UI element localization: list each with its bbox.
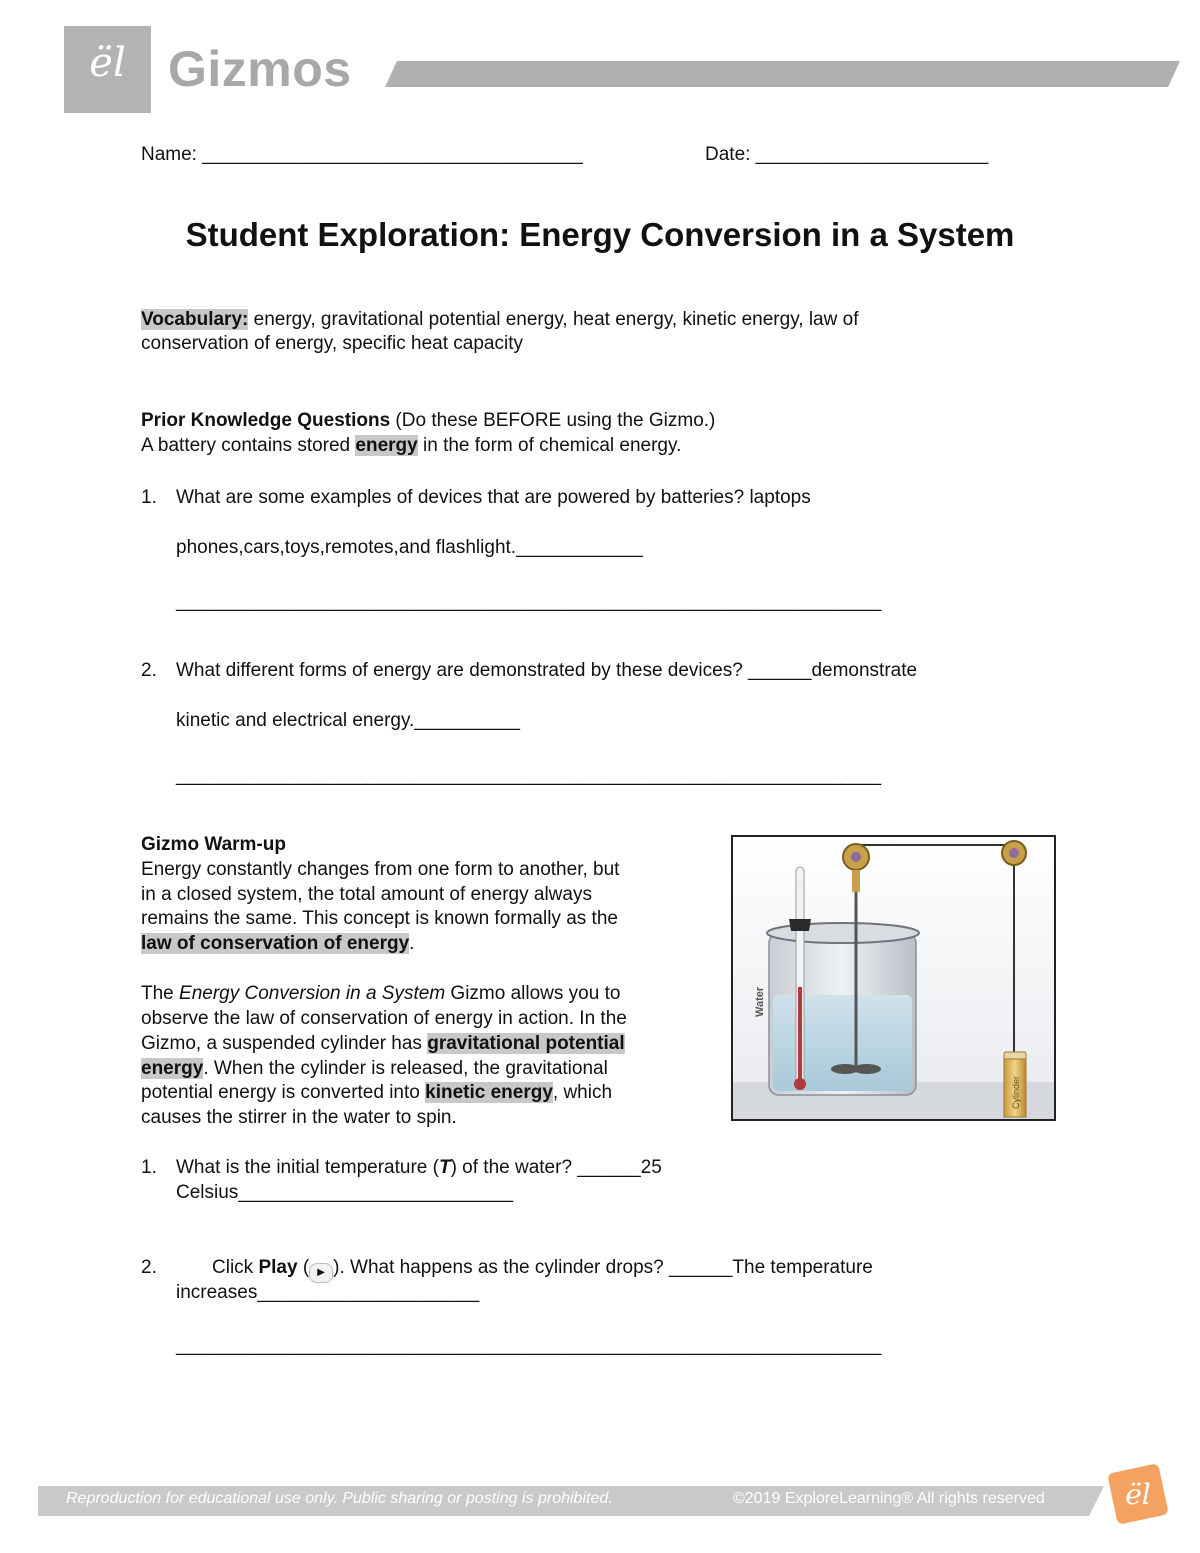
apparatus-illustration [733, 837, 1054, 1119]
term-energy: energy [355, 435, 418, 456]
warmup-q1-text: What is the initial temperature (T) of the water? ______25 [176, 1157, 662, 1178]
page-title: Student Exploration: Energy Conversion in a System [185, 216, 1015, 253]
warmup-q2-answer[interactable]: increases_____________________ [176, 1282, 480, 1303]
question-number: 2. [141, 1257, 157, 1278]
question-number: 2. [141, 660, 157, 681]
water-label: Water [754, 986, 766, 1017]
warmup-q2-answer-line[interactable]: ______________________________________________________________________ [176, 1335, 881, 1356]
warmup-p1-term-line: law of conservation of energy. [141, 933, 415, 954]
warmup-heading: Gizmo Warm-up [141, 834, 286, 855]
play-label: Play [258, 1257, 298, 1278]
footer-disclaimer: Reproduction for educational use only. Public sharing or posting is prohibited. [66, 1490, 613, 1507]
vocabulary-line-1: Vocabulary: energy, gravitational potential energy, heat energy, kinetic energy, law of [141, 309, 859, 330]
warmup-p2-line: causes the stirrer in the water to spin. [141, 1107, 457, 1128]
warmup-p2-line: energy. When the cylinder is released, the gravitational [141, 1058, 608, 1079]
cylinder-label: Cylinder [1011, 1075, 1021, 1109]
pulley-left-hub [851, 852, 861, 862]
footer-copyright: ©2019 ExploreLearning® All rights reserved [733, 1490, 1045, 1507]
header-bar [385, 61, 1180, 87]
warmup-p2-line: Gizmo, a suspended cylinder has gravitational potential [141, 1033, 625, 1054]
warmup-q1-answer[interactable]: Celsius__________________________ [176, 1182, 514, 1203]
thermometer-mercury [798, 987, 802, 1082]
term-energy: energy [141, 1058, 204, 1079]
prior-q2-text: What different forms of energy are demonstrated by these devices? ______demonstrate [176, 660, 918, 681]
thermometer-bulb [794, 1078, 806, 1090]
logo-glyph: ël [89, 40, 126, 86]
warmup-p1-line: in a closed system, the total amount of energy always [141, 884, 592, 905]
gizmo-apparatus-figure [731, 835, 1056, 1121]
prior-q1-text: What are some examples of devices that are powered by batteries? laptops [176, 487, 811, 508]
prior-q1-answer[interactable]: phones,cars,toys,remotes,and flashlight.____________ [176, 537, 643, 558]
pulley-right-hub [1009, 848, 1019, 858]
stirrer-blade-right [853, 1064, 881, 1074]
date-field[interactable]: Date: ______________________ [705, 144, 989, 165]
warmup-p2-line: observe the law of conservation of energy in action. In the [141, 1008, 627, 1029]
brand-name: Gizmos [168, 41, 352, 97]
warmup-p1-line: Energy constantly changes from one form to another, but [141, 859, 620, 880]
explorelearning-logo [1104, 1462, 1172, 1526]
prior-knowledge-heading: Prior Knowledge Questions (Do these BEFORE using the Gizmo.) [141, 410, 716, 431]
vocabulary-label: Vocabulary: [141, 309, 249, 330]
prior-q2-answer[interactable]: kinetic and electrical energy.__________ [176, 710, 520, 731]
prior-q1-answer-line[interactable]: ______________________________________________________________________ [176, 591, 881, 612]
water [773, 995, 912, 1091]
stirrer-shaft-top [852, 870, 860, 892]
term-kinetic-energy: kinetic energy [425, 1082, 553, 1103]
warmup-q2-text: Click Play ( ▶ ). What happens as the cylinder drops? ______The temperature [212, 1256, 873, 1283]
prior-q2-answer-line[interactable]: ______________________________________________________________________ [176, 765, 881, 786]
warmup-p1-line: remains the same. This concept is known formally as the [141, 908, 618, 929]
beaker-lid [767, 923, 919, 943]
warmup-p2-line: The Energy Conversion in a System Gizmo allows you to [141, 983, 621, 1004]
term-gravitational-potential: gravitational potential [427, 1033, 625, 1054]
play-icon: ▶ [309, 1263, 333, 1283]
stopper [789, 919, 811, 931]
gizmos-logo [64, 26, 151, 113]
footer-logo-glyph: ël [1125, 1478, 1151, 1511]
term-law-of-conservation: law of conservation of energy [141, 933, 410, 954]
name-field[interactable]: Name: ____________________________________ [141, 144, 583, 165]
question-number: 1. [141, 1157, 157, 1178]
prior-knowledge-intro: A battery contains stored energy in the form of chemical energy. [141, 435, 682, 456]
warmup-p2-line: potential energy is converted into kinetic energy, which [141, 1082, 613, 1103]
vocabulary-line-2: conservation of energy, specific heat capacity [141, 333, 523, 354]
question-number: 1. [141, 487, 157, 508]
